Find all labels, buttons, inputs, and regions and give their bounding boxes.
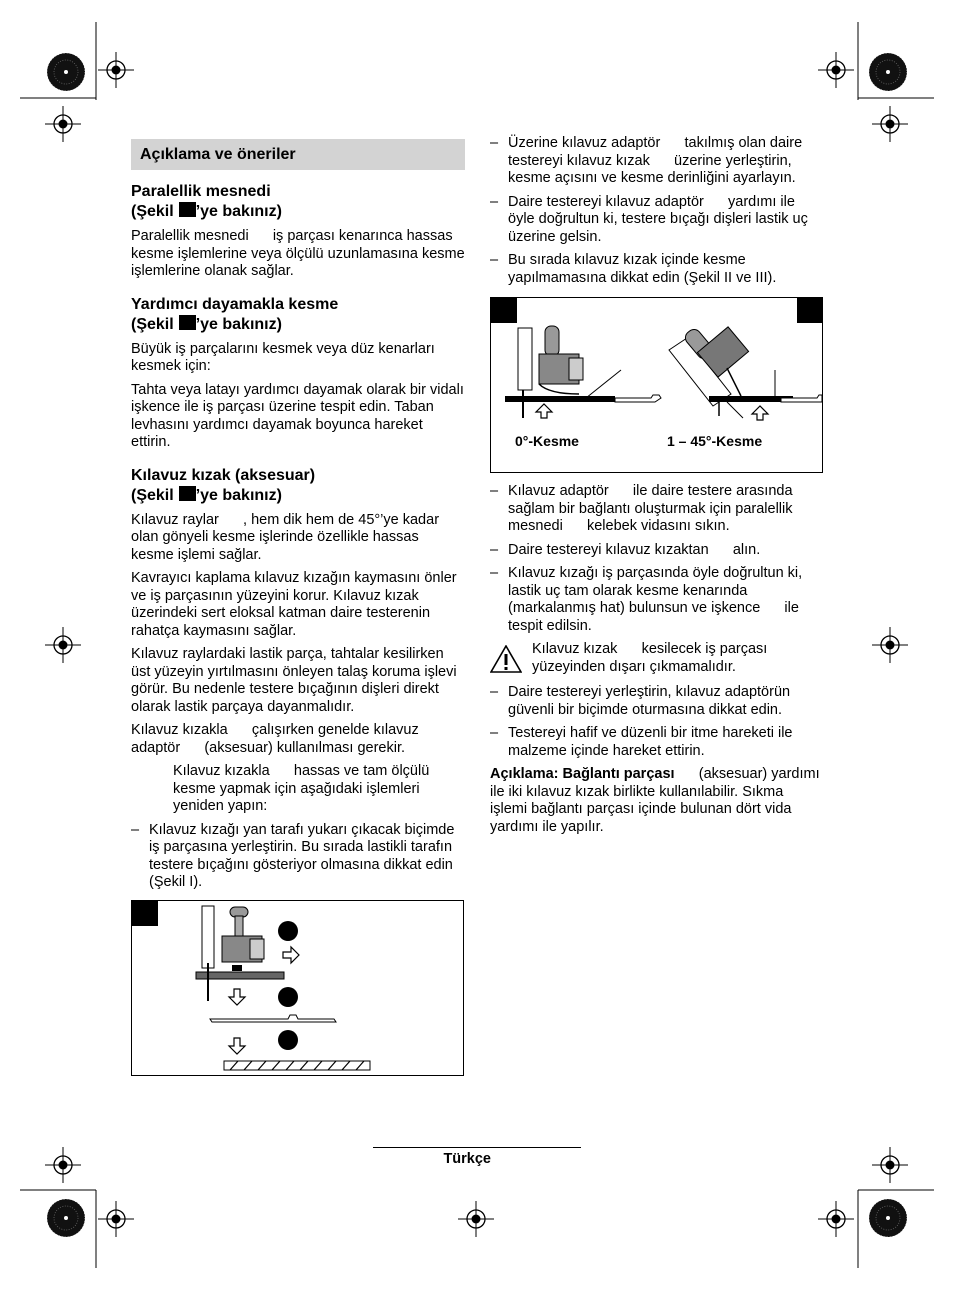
- auxiliary-p2: Tahta veya latayı yardımcı dayamak olarak bir vidalı işkence ile iş parçası üzerine tespit edin. Taban levhasını yardımcı dayamak boyunca hareket ettirin.: [131, 381, 464, 450]
- left-column: [131, 139, 469, 1076]
- right-bullet-1: – Üzerine kılavuz adaptör takılmış olan daire testereyi kılavuz kızak üzerine yerleştirin, kesme açısını ve kesme derinliğini ayarlayın.: [490, 135, 823, 188]
- footer-rule: [373, 1147, 581, 1148]
- guide-bullet-1: – Kılavuz kızağı yan tarafı yukarı çıkacak biçimde iş parçasına yerleştirin. Bu sırada lastikli tarafın testere bıçağını gösteriyor olmasına dikkat edin (Şekil I).: [131, 822, 465, 892]
- figure-1: [131, 900, 464, 1076]
- right-bullet-2: – Daire testereyi kılavuz adaptör yardımı ile öyle doğrultun ki, testere bıçağı dişleri lastik uç üzerine gelsin.: [490, 194, 823, 247]
- right-column: [490, 135, 823, 842]
- heading-parallel-pre: (Şekil: [131, 203, 174, 220]
- heading-parallel: [131, 182, 465, 222]
- heading-guide-line1: Kılavuz kızak (aksesuar): [131, 466, 316, 484]
- warning-triangle-icon: [490, 645, 522, 673]
- figure-2-3-illustration: [491, 298, 822, 472]
- heading-auxiliary-post: ’ye bakınız): [195, 315, 282, 333]
- guide-p4: Kılavuz kızakla çalışırken genelde kılavuz adaptör (aksesuar) kullanılması gerekir.: [131, 722, 423, 756]
- heading-guide: [131, 466, 465, 506]
- note-text: (aksesuar) yardımı ile iki kılavuz kızak birlikte kullanılabilir. Sıkma işlemi bağlantı parçası içinde bulunan dört vida yardımı ile yapılır.: [490, 766, 824, 835]
- guide-p1: Kılavuz raylar , hem dik hem de 45°’ye kadar olan gönyeli kesme işlerinde özellikle hassas kesme işlemi sağlar.: [131, 511, 444, 563]
- figure-ref-box: [179, 486, 196, 501]
- heading-auxiliary: [131, 295, 465, 335]
- right-bullet-5: – Daire testereyi kılavuz kızaktan alın.: [490, 542, 823, 560]
- heading-auxiliary-line1: Yardımcı dayamakla kesme: [131, 295, 339, 313]
- footer-language: Türkçe: [443, 1151, 491, 1167]
- figure-label-45deg: 1 – 45°-Kesme: [667, 433, 763, 449]
- heading-guide-post: ’ye bakınız): [195, 486, 282, 504]
- right-bullet-6: – Kılavuz kızağı iş parçasında öyle doğrultun ki, lastik uç tam olarak kesme kenarında (markalanmış hat) bulunsun ve işkence ile tespit edilsin.: [490, 565, 823, 635]
- figure-label-0deg: 0°-Kesme: [515, 433, 579, 449]
- warning-block: [490, 641, 823, 676]
- guide-p3: Kılavuz raylardaki lastik parça, tahtalar kesilirken üst yüzeyin yırtılmasını önleyen talaş koruma işlevi görür. Bu nedenle testere bıçağının dişleri direkt olarak lastik parçaya dayanmalıdır.: [131, 646, 457, 715]
- warning-text: Kılavuz kızak kesilecek iş parçası yüzeyinden dışarı çıkmamalıdır.: [532, 641, 772, 675]
- heading-parallel-line1: Paralellik mesnedi: [131, 183, 271, 200]
- note: [490, 766, 823, 836]
- section-title: Açıklama ve öneriler: [131, 139, 465, 170]
- guide-p2: Kavrayıcı kaplama kılavuz kızağın kaymasını önler ve iş parçasının yüzeyini korur. Kılavuz kızak üzerindeki sert eloksal katman daire testerenin rahatça kaymasını sağlar.: [131, 570, 457, 639]
- right-bullet-7: – Daire testereyi yerleştirin, kılavuz adaptörün güvenli bir biçimde oturmasına dikkat edin.: [490, 684, 823, 719]
- right-bullet-3: – Bu sırada kılavuz kızak içinde kesme yapılmamasına dikkat edin (Şekil II ve III).: [490, 252, 823, 287]
- figure-ref-box: [179, 202, 196, 217]
- guide-p5: Kılavuz kızakla hassas ve tam ölçülü kesme yapmak için aşağıdaki işlemleri yeniden yapın:: [173, 763, 434, 814]
- right-bullet-4: – Kılavuz adaptör ile daire testere arasında sağlam bir bağlantı oluşturmak için paralellik mesnedi kelebek vidasını sıkın.: [490, 483, 823, 536]
- parallel-text: Paralellik mesnedi iş parçası kenarınca hassas kesme işlemlerine veya ölçülü uzunlamasına kesme işlemlerine olanak sağlar.: [131, 228, 469, 279]
- figure-2-3: [490, 297, 823, 473]
- note-label: Açıklama: Bağlantı parçası: [490, 766, 675, 782]
- figure-1-illustration: [132, 901, 463, 1075]
- heading-parallel-post: ’ye bakınız): [195, 203, 282, 220]
- heading-guide-pre: (Şekil: [131, 486, 174, 504]
- heading-auxiliary-pre: (Şekil: [131, 315, 174, 333]
- auxiliary-p1: Büyük iş parçalarını kesmek veya düz kenarları kesmek için:: [131, 340, 435, 374]
- right-bullet-8: – Testereyi hafif ve düzenli bir itme hareketi ile malzeme içinde hareket ettirin.: [490, 725, 823, 760]
- figure-ref-box: [179, 315, 196, 330]
